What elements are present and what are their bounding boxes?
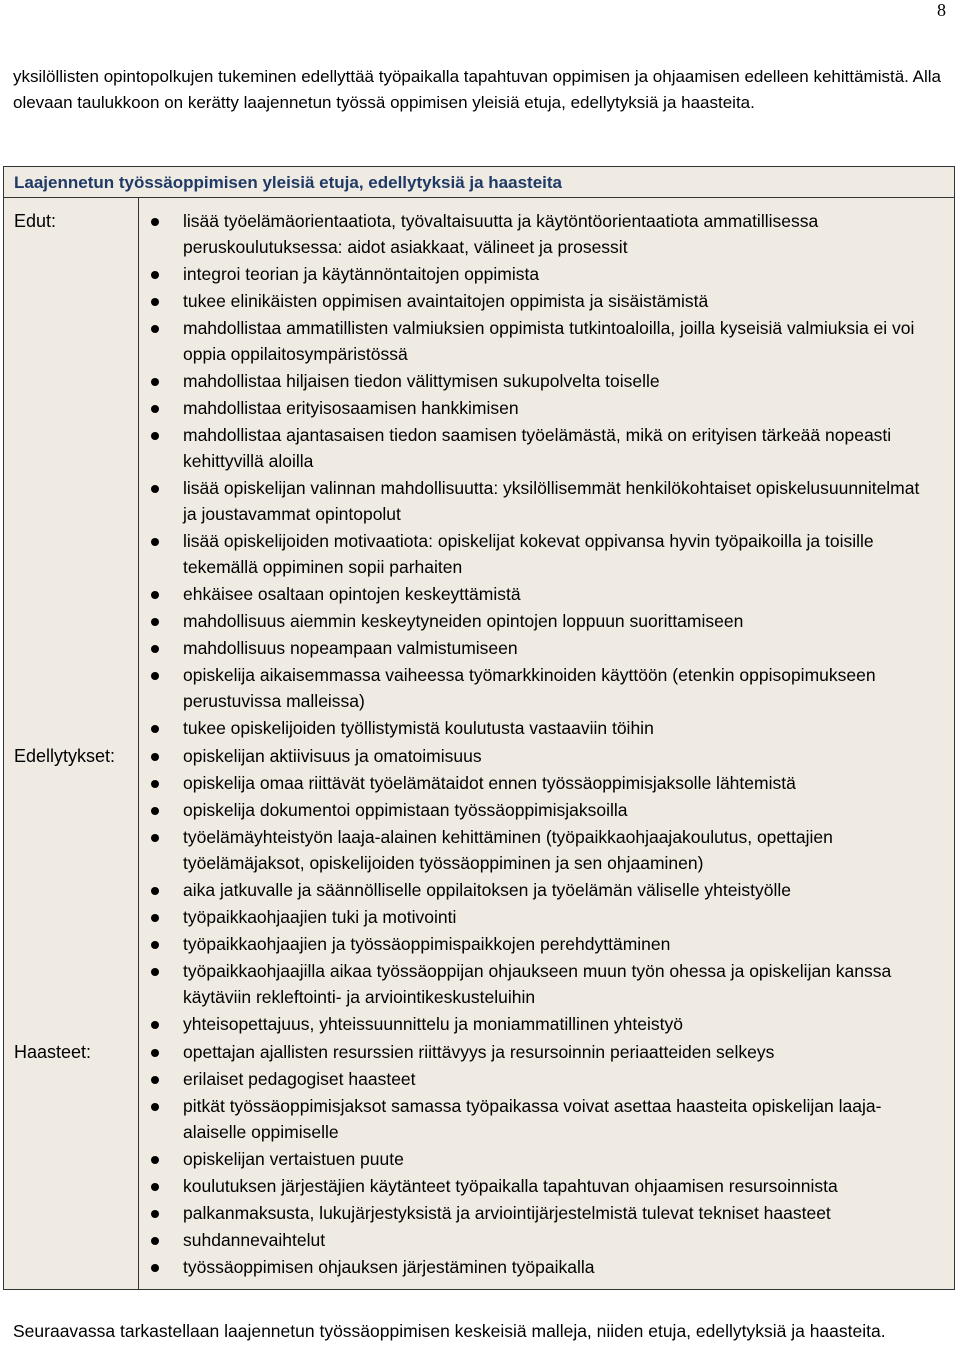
list-item: työelämäyhteistyön laaja-alainen kehittäminen (työpaikkaohjaajakoulutus, opettajien työelämäjaksot, opiskelijoiden työssäoppiminen ja sen ohjaaminen) — [183, 824, 954, 876]
list-item: aika jatkuvalle ja säännölliselle oppilaitoksen ja työelämän väliselle yhteistyölle — [183, 877, 954, 903]
outro-paragraph: Seuraavassa tarkastellaan laajennetun työssäoppimisen keskeisiä malleja, niiden etuja, edellytyksiä ja haasteita. — [13, 1321, 886, 1341]
list-item: pitkät työssäoppimisjaksot samassa työpaikassa voivat asettaa haasteita opiskelijan laaja-alaiselle oppimiselle — [183, 1093, 954, 1145]
list-item: opiskelijan vertaistuen puute — [183, 1146, 954, 1172]
list-item: opiskelija dokumentoi oppimistaan työssäoppimisjaksoilla — [183, 797, 954, 823]
list-item: yhteisopettajuus, yhteissuunnittelu ja moniammatillinen yhteistyö — [183, 1011, 954, 1037]
list-item: ehkäisee osaltaan opintojen keskeyttämistä — [183, 581, 954, 607]
list-item: tukee opiskelijoiden työllistymistä koulutusta vastaaviin töihin — [183, 715, 954, 741]
section-challenges — [4, 1039, 954, 1280]
section-label-prerequisites: Edellytykset: — [14, 746, 116, 766]
page-number: 8 — [937, 0, 946, 20]
list-item: opiskelija omaa riittävät työelämätaidot ennen työssäoppimisjaksolle lähtemistä — [183, 770, 954, 796]
benefits-list — [4, 208, 954, 741]
list-item: mahdollisuus aiemmin keskeytyneiden opintojen loppuun suorittamiseen — [183, 608, 954, 634]
list-item: mahdollistaa ammatillisten valmiuksien oppimista tutkintoaloilla, joilla kyseisiä valmiuksia ei voi oppia oppilaitosympäristössä — [183, 315, 954, 367]
list-item: mahdollistaa hiljaisen tiedon välittymisen sukupolvelta toiselle — [183, 368, 954, 394]
list-item: työpaikkaohjaajien tuki ja motivointi — [183, 904, 954, 930]
list-item: opiskelijan aktiivisuus ja omatoimisuus — [183, 743, 954, 769]
summary-box — [3, 166, 955, 1290]
section-label-benefits: Edut: — [14, 211, 57, 231]
list-item: integroi teorian ja käytännöntaitojen oppimista — [183, 261, 954, 287]
list-item: työpaikkaohjaajien ja työssäoppimispaikkojen perehdyttäminen — [183, 931, 954, 957]
list-item: tukee elinikäisten oppimisen avaintaitojen oppimista ja sisäistämistä — [183, 288, 954, 314]
intro-paragraph: yksilöllisten opintopolkujen tukeminen edellyttää työpaikalla tapahtuvan oppimisen ja ohjaamisen edelleen kehittämistä. Alla olevaan taulukkoon on kerätty laajennetun työssä oppimisen yleisiä etuja, edellytyksiä ja haasteita. — [13, 67, 942, 112]
list-item: opiskelija aikaisemmassa vaiheessa työmarkkinoiden käyttöön (etenkin oppisopimukseen perustuvissa malleissa) — [183, 662, 954, 714]
prerequisites-list — [4, 743, 954, 1037]
section-benefits — [4, 208, 954, 741]
section-label-challenges: Haasteet: — [14, 1042, 92, 1062]
section-prerequisites — [4, 743, 954, 1037]
list-item: mahdollistaa erityisosaamisen hankkimisen — [183, 395, 954, 421]
box-title: Laajennetun työssäoppimisen yleisiä etuja, edellytyksiä ja haasteita — [4, 167, 954, 198]
list-item: työpaikkaohjaajilla aikaa työssäoppijan ohjaukseen muun työn ohessa ja opiskelijan kanssa käytäviin rekleftointi- ja arviointikeskusteluihin — [183, 958, 954, 1010]
list-item: opettajan ajallisten resurssien riittävyys ja resursoinnin periaatteiden selkeys — [183, 1039, 954, 1065]
list-item: lisää opiskelijoiden motivaatiota: opiskelijat kokevat oppivansa hyvin työpaikoilla ja toisille tekemällä oppiminen sopii parhaiten — [183, 528, 954, 580]
list-item: lisää työelämäorientaatiota, työvaltaisuutta ja käytöntöorientaatiota ammatillisessa peruskoulutuksessa: aidot asiakkaat, välineet ja prosessit — [183, 208, 954, 260]
challenges-list — [4, 1039, 954, 1280]
list-item: suhdannevaihtelut — [183, 1227, 954, 1253]
list-item: työssäoppimisen ohjauksen järjestäminen työpaikalla — [183, 1254, 954, 1280]
list-item: mahdollisuus nopeampaan valmistumiseen — [183, 635, 954, 661]
list-item: koulutuksen järjestäjien käytänteet työpaikalla tapahtuvan ohjaamisen resursoinnista — [183, 1173, 954, 1199]
list-item: palkanmaksusta, lukujärjestyksistä ja arviointijärjestelmistä tulevat tekniset haasteet — [183, 1200, 954, 1226]
list-item: lisää opiskelijan valinnan mahdollisuutta: yksilöllisemmät henkilökohtaiset opiskelusuunnitelmat ja joustavammat opintopolut — [183, 475, 954, 527]
list-item: erilaiset pedagogiset haasteet — [183, 1066, 954, 1092]
list-item: mahdollistaa ajantasaisen tiedon saamisen työelämästä, mikä on erityisen tärkeää nopeasti kehittyvillä aloilla — [183, 422, 954, 474]
